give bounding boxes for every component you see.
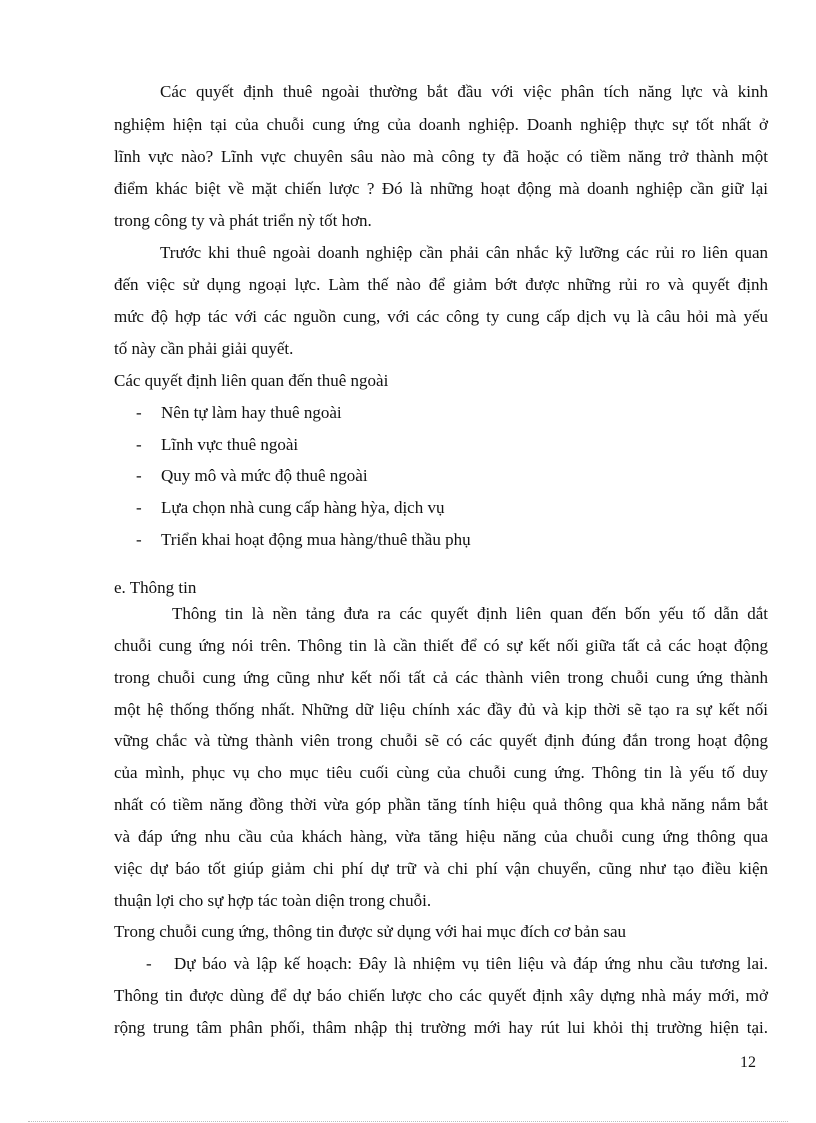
section-heading: e. Thông tin <box>114 578 197 597</box>
list-item-text: Nên tự làm hay thuê ngoài <box>161 403 342 422</box>
paragraph-line: vững chắc và từng thành viên trong chuỗi sẽ có các quyết định đúng đắn trong hoạt động <box>114 731 768 750</box>
paragraph-line: nhất có tiềm năng đồng thời vừa góp phần tăng tính hiệu quả thông qua khả năng nắm bắt <box>114 795 768 814</box>
paragraph-line: một hệ thống thống nhất. Những dữ liệu chính xác đầy đủ và kịp thời sẽ tạo ra sự kết nối <box>114 700 768 719</box>
paragraph-line: rộng trung tâm phân phối, thâm nhập thị trường mới hay rút lui khỏi thị trường hiện tại. <box>114 1018 768 1037</box>
list-intro: Các quyết định liên quan đến thuê ngoài <box>114 371 389 390</box>
list-item-text: Triển khai hoạt động mua hàng/thuê thầu phụ <box>161 530 471 549</box>
paragraph-line: điểm khác biệt về mặt chiến lược ? Đó là những hoạt động mà doanh nghiệp cần giữ lại <box>114 179 768 198</box>
paragraph-line: Trong chuỗi cung ứng, thông tin được sử dụng với hai mục đích cơ bản sau <box>114 922 626 941</box>
page-number: 12 <box>740 1054 756 1071</box>
bullet-marker: - <box>146 954 152 973</box>
bullet-marker: - <box>136 435 142 454</box>
paragraph-line: tố này cần phải giải quyết. <box>114 339 294 358</box>
paragraph-line: thuận lợi cho sự hợp tác toàn diện trong chuỗi. <box>114 891 432 910</box>
bullet-marker: - <box>136 466 142 485</box>
paragraph-line: trong chuỗi cung ứng cũng như kết nối tất cả các thành viên trong chuỗi cung ứng thành <box>114 668 768 687</box>
footer-divider <box>28 1121 788 1122</box>
paragraph-line: Trước khi thuê ngoài doanh nghiệp cần phải cân nhắc kỹ lưỡng các rủi ro liên quan <box>160 243 768 262</box>
paragraph-line: Dự báo và lập kế hoạch: Đây là nhiệm vụ tiên liệu và đáp ứng nhu cầu tương lai. <box>174 954 768 973</box>
paragraph-line: nghiệm hiện tại của chuỗi cung ứng của doanh nghiệp. Doanh nghiệp thực sự tốt nhất ở <box>114 115 768 134</box>
paragraph-line: đến việc sử dụng ngoại lực. Làm thế nào để giảm bớt được những rủi ro và quyết định <box>114 275 768 294</box>
paragraph-line: việc dự báo tốt giúp giảm chi phí dự trữ và chi phí vận chuyển, cũng như tạo điều kiện <box>114 859 768 878</box>
bullet-marker: - <box>136 530 142 549</box>
bullet-marker: - <box>136 403 142 422</box>
paragraph-line: Thông tin là nền tảng đưa ra các quyết định liên quan đến bốn yếu tố dẫn dắt <box>172 604 768 623</box>
paragraph-line: và đáp ứng nhu cầu của khách hàng, vừa tăng hiệu năng của chuỗi cung ứng thông qua <box>114 827 768 846</box>
list-item-text: Lĩnh vực thuê ngoài <box>161 435 299 454</box>
paragraph-line: trong công ty và phát triển nỳ tốt hơn. <box>114 211 372 230</box>
paragraph-line: mức độ hợp tác với các nguồn cung, với các công ty cung cấp dịch vụ là câu hỏi mà yếu <box>114 307 768 326</box>
list-item-text: Quy mô và mức độ thuê ngoài <box>161 466 368 485</box>
paragraph-line: của mình, phục vụ cho mục tiêu cuối cùng của chuỗi cung ứng. Thông tin là yếu tố duy <box>114 763 768 782</box>
paragraph-line: Các quyết định thuê ngoài thường bắt đầu với việc phân tích năng lực và kinh <box>160 82 768 101</box>
paragraph-line: Thông tin được dùng để dự báo chiến lược cho các quyết định xây dựng nhà máy mới, mở <box>114 986 768 1005</box>
bullet-marker: - <box>136 498 142 517</box>
paragraph-line: lĩnh vực nào? Lĩnh vực chuyên sâu nào mà công ty đã hoặc có tiềm năng trở thành một <box>114 147 768 166</box>
list-item-text: Lựa chọn nhà cung cấp hàng hỳa, dịch vụ <box>161 498 445 517</box>
paragraph-line: chuỗi cung ứng nói trên. Thông tin là cần thiết để có sự kết nối giữa tất cả các hoạt động <box>114 636 768 655</box>
